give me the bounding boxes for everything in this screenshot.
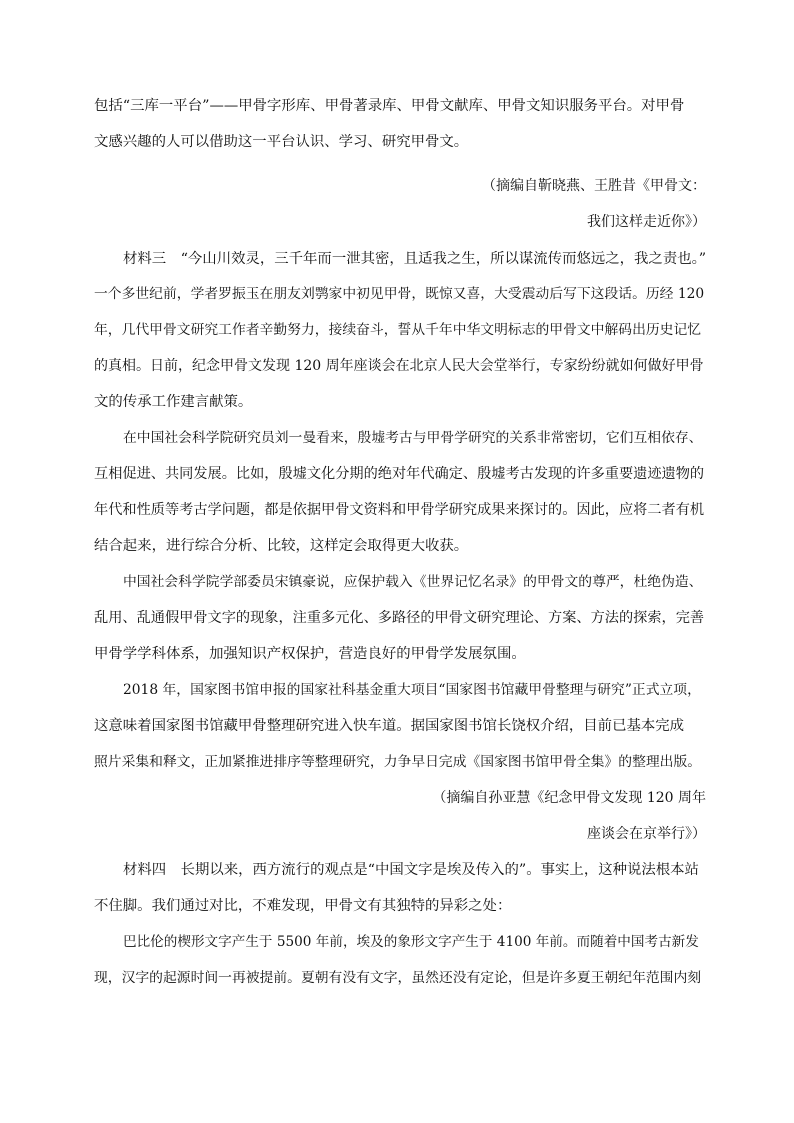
text-line: 照片采集和释文，正加紧推进排序等整理研究，力争早日完成《国家图书馆甲骨全集》的整理出版。 — [94, 754, 702, 770]
text-line: 互相促进、共同发展。比如，殷墟文化分期的绝对年代确定、殷墟考古发现的许多重要遗迹遗物的 — [94, 466, 705, 482]
source-citation: 座谈会在京举行》） — [587, 826, 706, 842]
source-citation: （摘编自孙亚慧《纪念甲骨文发现 120 周年 — [432, 790, 706, 806]
text-line: 材料四 长期以来，西方流行的观点是“中国文字是埃及传入的”。事实上，这种说法根本站 — [123, 862, 699, 878]
text-line: 甲骨学学科体系，加强知识产权保护，营造良好的甲骨学发展氛围。 — [94, 646, 526, 662]
source-citation: （摘编自靳晓燕、王胜昔《甲骨文： — [482, 178, 706, 194]
text-line: 年，几代甲骨文研究工作者辛勤努力，接续奋斗，誓从千年中华文明标志的甲骨文中解码出历史记忆 — [94, 322, 702, 338]
text-line: 乱用、乱通假甲骨文字的现象，注重多元化、多路径的甲骨文研究理论、方案、方法的探索，完善 — [94, 610, 705, 626]
text-line: 结合起来，进行综合分析、比较，这样定会取得更大收获。 — [94, 538, 469, 554]
text-line: 一个多世纪前，学者罗振玉在朋友刘鹗家中初见甲骨，既惊又喜，大受震动后写下这段话。历经 120 — [94, 286, 705, 302]
text-line: 年代和性质等考古学问题，都是依据甲骨文资料和甲骨学研究成果来探讨的。因此，应将二者有机 — [94, 502, 705, 518]
text-line: 不住脚。我们通过对比，不难发现，甲骨文有其独特的异彩之处： — [94, 898, 512, 914]
text-line: 这意味着国家图书馆藏甲骨整理研究进入快车道。据国家图书馆长饶权介绍，目前已基本完成 — [94, 718, 685, 734]
text-line: 材料三 “今山川效灵，三千年而一泄其密，且适我之生，所以谋流传而悠远之，我之责也。” — [123, 251, 707, 267]
text-line: 2018 年，国家图书馆申报的国家社科基金重大项目“国家图书馆藏甲骨整理与研究”正式立项， — [123, 682, 701, 698]
text-line: 在中国社会科学院研究员刘一曼看来，殷墟考古与甲骨学研究的关系非常密切，它们互相依存、 — [123, 430, 703, 446]
text-line: 文感兴趣的人可以借助这一平台认识、学习、研究甲骨文。 — [94, 134, 469, 150]
text-line: 的真相。日前，纪念甲骨文发现 120 周年座谈会在北京人民大会堂举行，专家纷纷就如何做好甲骨 — [94, 358, 704, 374]
text-line: 巴比伦的楔形文字产生于 5500 年前，埃及的象形文字产生于 4100 年前。而随着中国考古新发 — [123, 934, 699, 950]
text-line: 现，汉字的起源时间一再被提前。夏朝有没有文字，虽然还没有定论，但是许多夏王朝纪年范围内刻 — [94, 970, 702, 986]
text-line: 包括“三库一平台”——甲骨字形库、甲骨著录库、甲骨文献库、甲骨文知识服务平台。对甲骨 — [94, 98, 685, 114]
source-citation: 我们这样走近你》） — [587, 214, 706, 230]
text-line: 文的传承工作建言献策。 — [94, 394, 253, 410]
text-line: 中国社会科学院学部委员宋镇豪说，应保护载入《世界记忆名录》的甲骨文的尊严，杜绝伪造、 — [123, 574, 703, 590]
